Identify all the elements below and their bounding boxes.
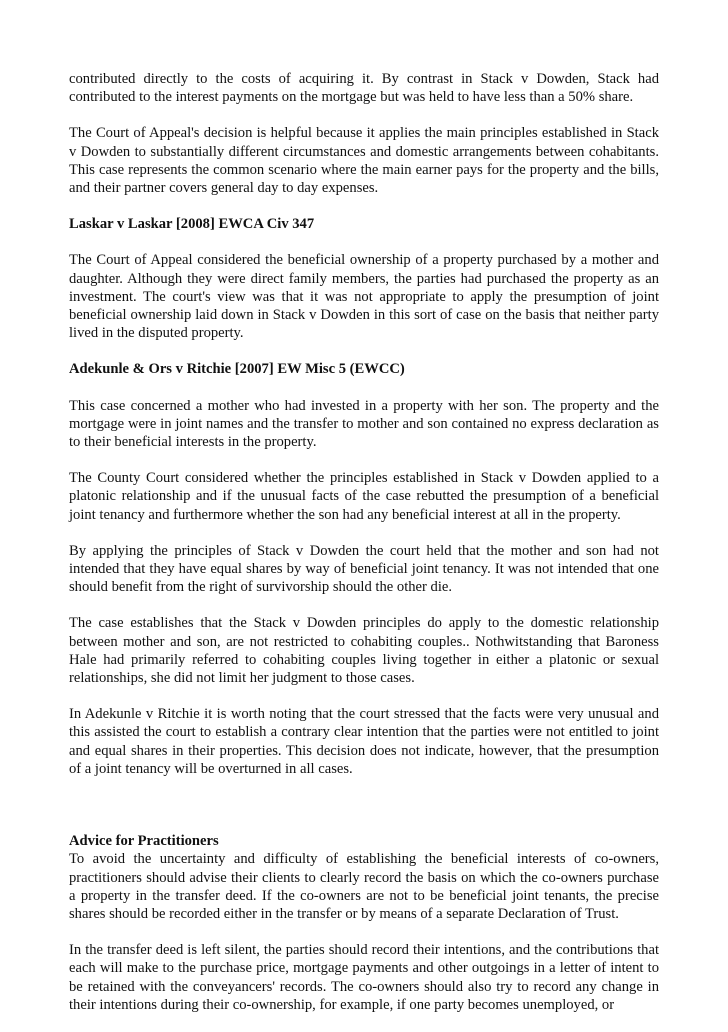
paragraph-case-establishes: The case establishes that the Stack v Dowden principles do apply to the domestic relationship between mother and son, are not restricted to cohabiting couples.. Nothwitstanding that Baroness Hale had primarily referred to cohabiting couples living together in either a platonic or sexual relationships, she did not limit her judgment to those cases. bbox=[69, 615, 659, 687]
document-page bbox=[69, 70, 659, 1032]
paragraph-adekunle-note: In Adekunle v Ritchie it is worth noting that the court stressed that the facts were very unusual and this assisted the court to establish a contrary clear intention that the parties were not entitled to joint and equal shares in their properties. This decision does not indicate, however, that the presumption of a joint tenancy will be overturned in all cases. bbox=[69, 706, 659, 777]
paragraph-transfer-deed: In the transfer deed is left silent, the parties should record their intentions, and the contributions that each will make to the purchase price, mortgage payments and other outgoings in a letter of intent to be retained with the conveyancers' records. The co-owners should also try to record any change in their intentions during their co-ownership, for example, if one party becomes unemployed, or bbox=[69, 942, 659, 1013]
section-spacer bbox=[69, 796, 659, 832]
heading-adekunle-case: Adekunle & Ors v Ritchie [2007] EW Misc 5 (EWCC) bbox=[69, 361, 405, 378]
heading-laskar-case: Laskar v Laskar [2008] EWCA Civ 347 bbox=[69, 216, 315, 233]
paragraph-court-of-appeal-decision: The Court of Appeal's decision is helpful because it applies the main principles established in Stack v Dowden to substantially different circumstances and domestic arrangements between cohabitants. This case represents the common scenario where the main earner pays for the property and the bills, and their partner covers general day to day expenses. bbox=[69, 125, 659, 197]
paragraph-contributions: contributed directly to the costs of acquiring it. By contrast in Stack v Dowden, Stack had contributed to the interest payments on the mortgage but was held to have less than a 50% share. bbox=[69, 71, 659, 106]
paragraph-adekunle-facts: This case concerned a mother who had invested in a property with her son. The property and the mortgage were in joint names and the transfer to mother and son contained no express declaration as to their beneficial interests in the property. bbox=[69, 397, 659, 451]
paragraph-court-held: By applying the principles of Stack v Dowden the court held that the mother and son had not intended that they have equal shares by way of beneficial joint tenancy. It was not intended that one should benefit from the right of survivorship should the other die. bbox=[69, 542, 659, 596]
paragraph-avoid-uncertainty: To avoid the uncertainty and difficulty of establishing the beneficial interests of co-owners, practitioners should advise their clients to clearly record the basis on which the co-owners purchase a property in the transfer deed. If the co-owners are not to be beneficial joint tenants, the precise shares should be recorded either in the transfer or by means of a separate Declaration of Trust. bbox=[69, 851, 659, 922]
paragraph-laskar-summary: The Court of Appeal considered the beneficial ownership of a property purchased by a mother and daughter. Although they were direct family members, the parties had purchased the property as an investment. The court's view was that it was not appropriate to apply the presumption of joint beneficial ownership laid down in Stack v Dowden in this sort of case on the basis that neither party lived in the disputed property. bbox=[69, 252, 659, 342]
paragraph-county-court: The County Court considered whether the principles established in Stack v Dowden applied to a platonic relationship and if the unusual facts of the case rebutted the presumption of a beneficial joint tenancy and furthermore whether the son had any beneficial interest at all in the property. bbox=[69, 470, 659, 523]
heading-advice-for-practitioners: Advice for Practitioners bbox=[69, 833, 219, 850]
